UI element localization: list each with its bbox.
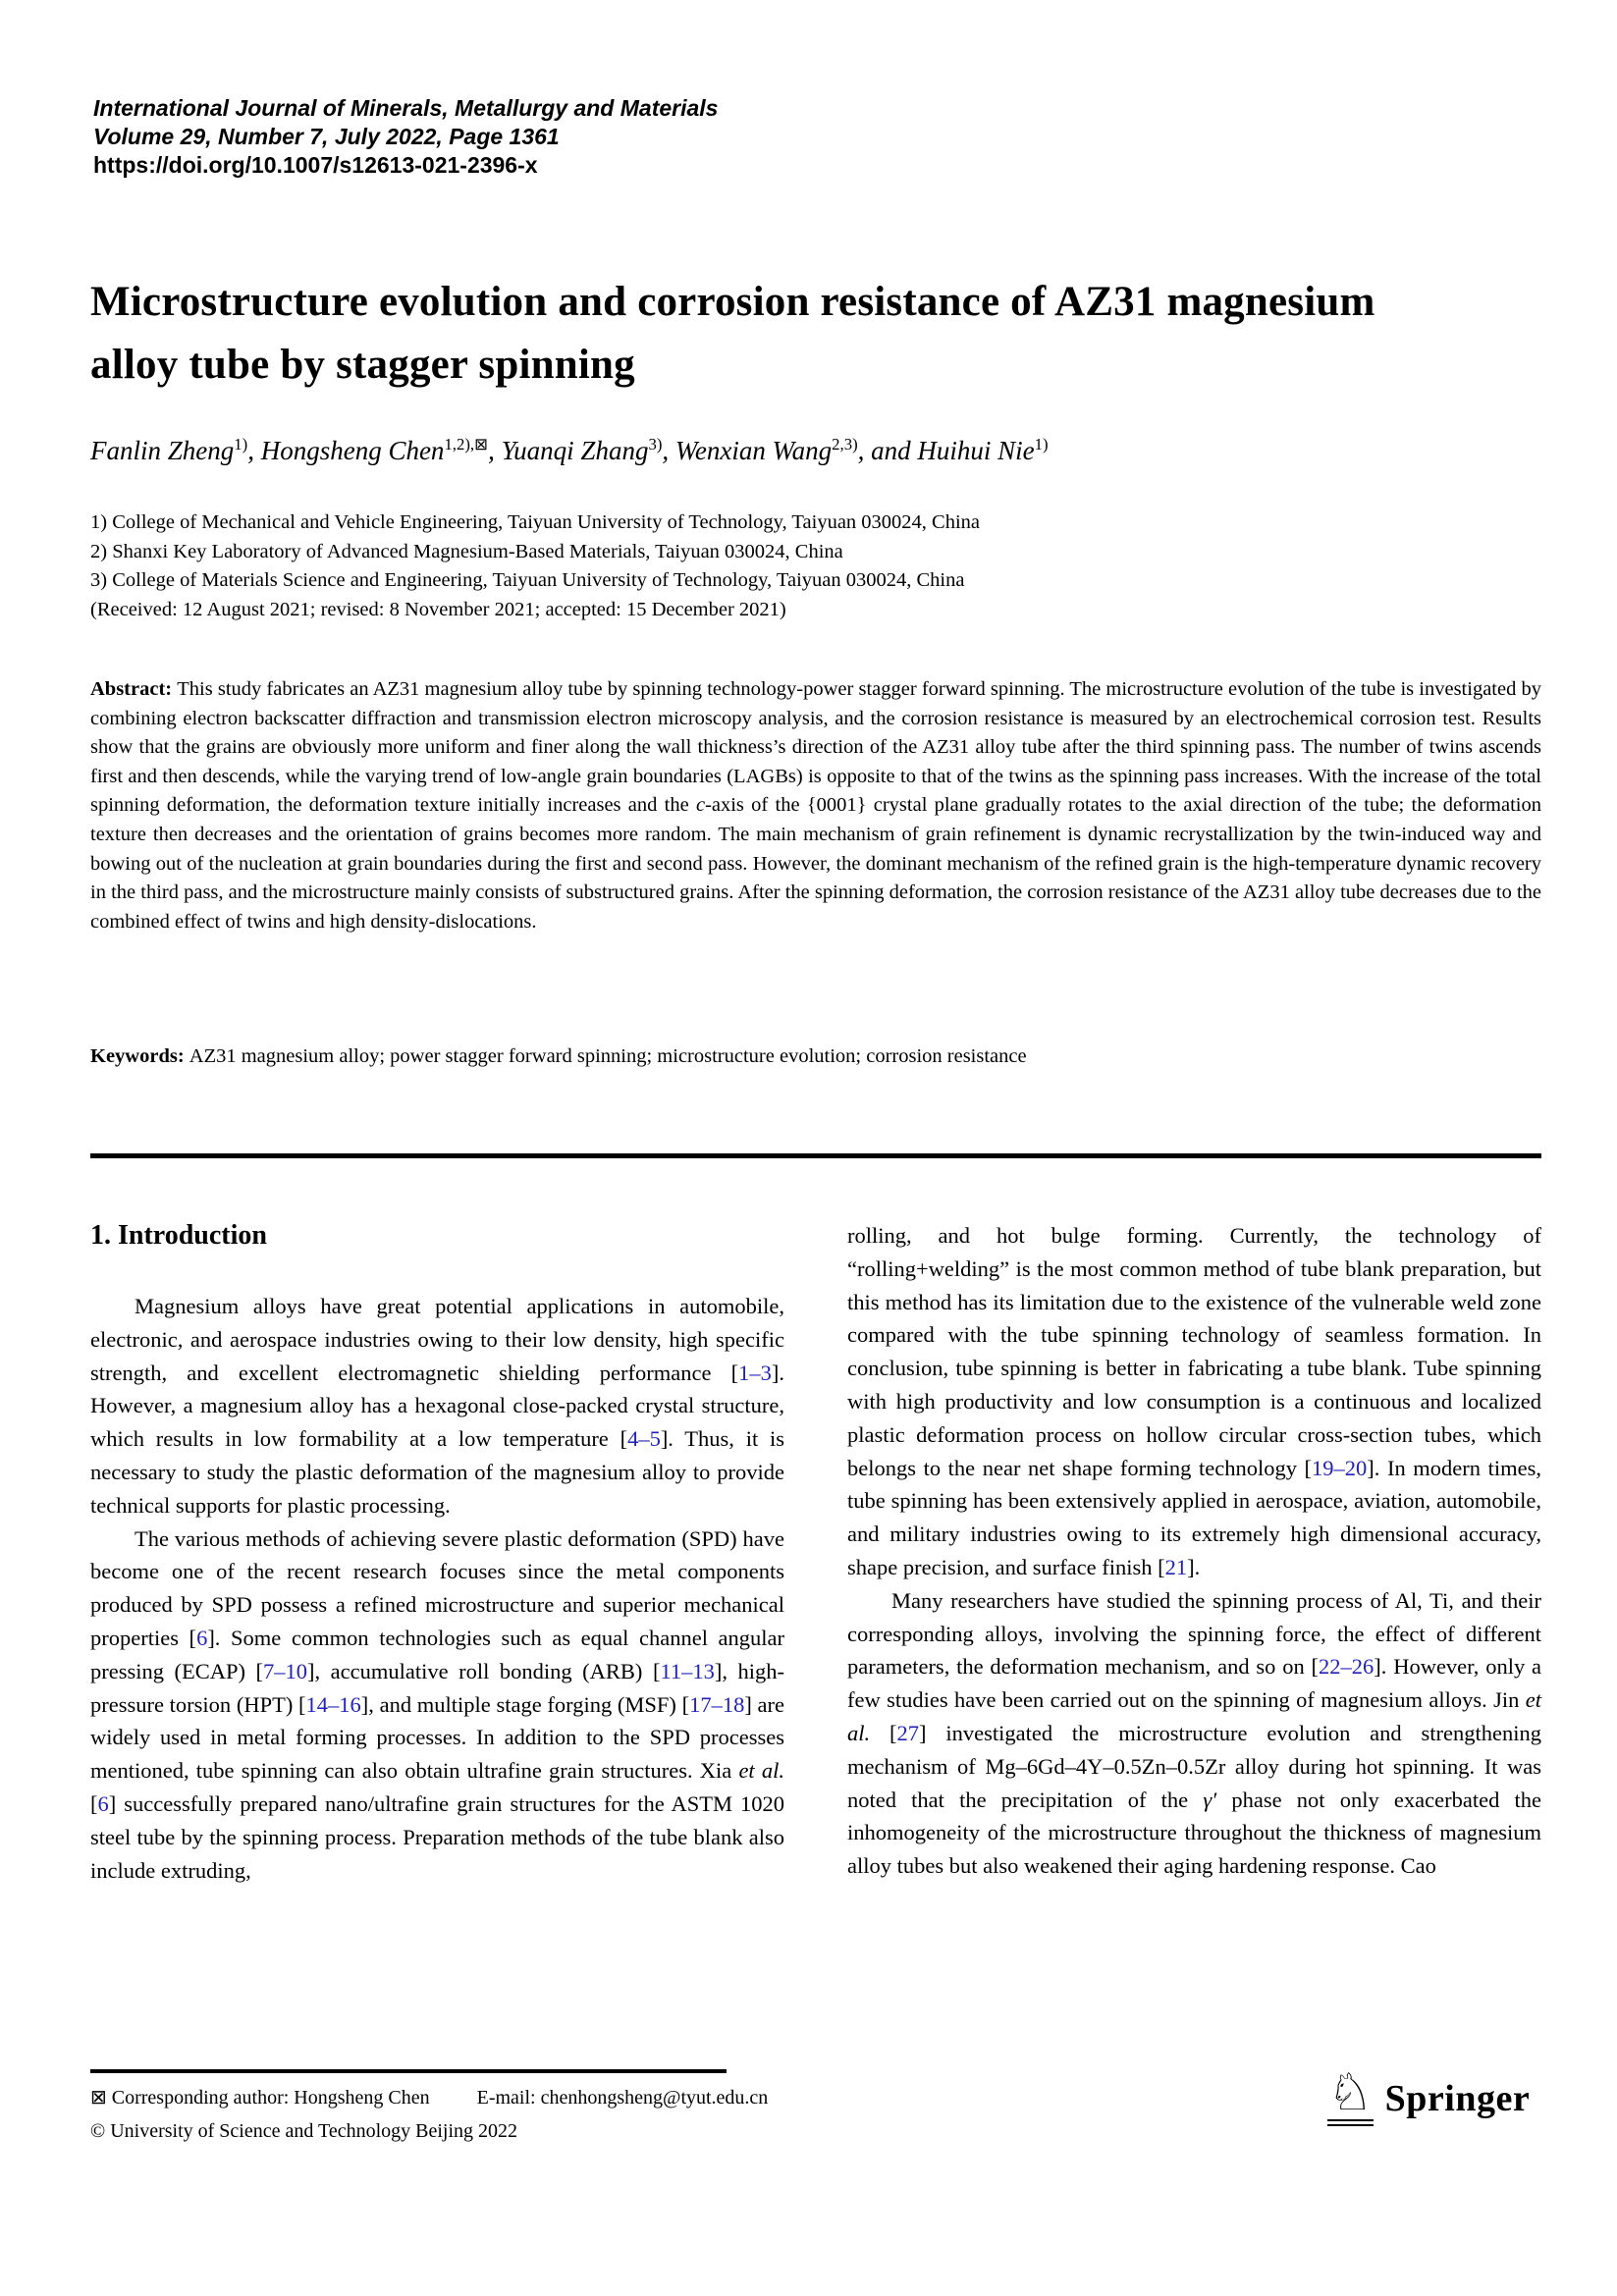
paragraph [847, 1584, 1541, 1883]
corresponding-author-line [90, 2081, 836, 2114]
received-dates: (Received: 12 August 2021; revised: 8 November 2021; accepted: 15 December 2021) [90, 598, 786, 620]
keywords-line [90, 1042, 1541, 1071]
text-segment: ], and multiple stage forging (MSF) [ [360, 1691, 690, 1717]
text-segment: et al. [738, 1758, 784, 1784]
text-segment: , Hongsheng Chen [247, 436, 445, 465]
article-title: Microstructure evolution and corrosion resistance of AZ31 magnesium alloy tube by stagger spinning [90, 279, 1375, 388]
left-column [90, 1219, 784, 1887]
affiliation-3: 3) College of Materials Science and Engineering, Taiyuan University of Technology, Taiyuan 030024, China [90, 569, 965, 591]
text-segment: ]. However, a magnesium alloy has a hexagonal close-packed crystal structure, which results in low formability at a low temperature [ [90, 1360, 784, 1452]
text-segment: 2,3) [832, 435, 858, 454]
publisher-logo [1327, 2065, 1531, 2126]
text-segment: phase not only exacerbated the inhomogeneity of the microstructure throughout the thickness of magnesium alloy tubes but also weakened their aging hardening response. Cao [847, 1787, 1542, 1879]
citation-link[interactable]: 6 [196, 1625, 208, 1650]
abstract-paragraph [90, 675, 1541, 936]
text-segment: 1,2),⊠ [444, 435, 489, 454]
two-column-body [90, 1219, 1541, 1887]
citation-link[interactable]: 7–10 [263, 1658, 308, 1683]
right-column [847, 1219, 1541, 1883]
text-segment: et al. [847, 1687, 1541, 1745]
corresponding-author-text: Corresponding author: Hongsheng Chen [106, 2087, 430, 2109]
text-segment: [ [90, 1790, 98, 1816]
text-segment: ] investigated the microstructure evolution and strengthening mechanism of Mg–6Gd–4Y–0.5Zn–0.5Zr alloy during hot spinning. It was noted that the precipitation of the [847, 1720, 1541, 1812]
publisher-name: Springer [1384, 2077, 1531, 2119]
text-segment: The various methods of achieving severe plastic deformation (SPD) have become one of the recent research focuses since the metal components produced by SPD possess a refined microstructure and superior mechanical properties [ [90, 1525, 784, 1650]
text-segment: 3) [648, 435, 663, 454]
text-segment: This study fabricates an AZ31 magnesium alloy tube by spinning technology-power stagger forward spinning. The microstructure evolution of the tube is investigated by combining electron backscatter diffraction and transmission electron microscopy analysis, and the corrosion resistance is measured by an electrochemical corrosion test. Results show that the grains are obviously more uniform and finer along the wall thickness’s direction of the AZ31 alloy tube after the third spinning pass. The number of twins ascends first and then descends, while the varying trend of low-angle grain boundaries (LAGBs) is opposite to that of the twins as the spinning pass increases. With the increase of the total spinning deformation, the deformation texture initially increases and the [90, 678, 1541, 817]
text-segment: 1) [234, 435, 248, 454]
text-segment: rolling, and hot bulge forming. Currently, the technology of “rolling+welding” is the most common method of tube blank preparation, but this method has its limitation due to the existence of the vulnerable weld zone compared with the tube spinning technology of seamless formation. In conclusion, tube spinning is better in fabricating a tube blank. Tube spinning with high productivity and low consumption is a continuous and localized plastic deformation process on hollow circular cross-section tubes, which belongs to the near net shape forming technology [ [847, 1223, 1541, 1480]
affiliation-1: 1) College of Mechanical and Vehicle Engineering, Taiyuan University of Technology, Taiyuan 030024, China [90, 511, 981, 533]
citation-link[interactable]: 14–16 [305, 1691, 361, 1717]
text-segment: Abstract: [90, 678, 178, 700]
doi-link[interactable]: https://doi.org/10.1007/s12613-021-2396-x [93, 152, 538, 178]
copyright-line: © University of Science and Technology Beijing 2022 [90, 2120, 518, 2142]
text-segment: ], high-pressure torsion (HPT) [ [90, 1658, 784, 1717]
text-segment: ]. [1187, 1554, 1201, 1579]
text-segment: ]. However, only a few studies have been carried out on the spinning of magnesium alloys. Jin [847, 1654, 1541, 1713]
citation-link[interactable]: 6 [97, 1790, 109, 1816]
text-segment: , Yuanqi Zhang [488, 436, 649, 465]
email-link[interactable]: E-mail: chenhongsheng@tyut.edu.cn [476, 2087, 769, 2109]
text-segment: , Wenxian Wang [662, 436, 833, 465]
citation-link[interactable]: 27 [896, 1720, 919, 1745]
footnote-rule [90, 2069, 727, 2073]
text-segment: Fanlin Zheng [90, 436, 235, 465]
journal-header [93, 94, 718, 180]
text-segment: AZ31 magnesium alloy; power stagger forward spinning; microstructure evolution; corrosion resistance [189, 1045, 1027, 1067]
citation-link[interactable]: 21 [1164, 1554, 1188, 1579]
text-segment: Magnesium alloys have great potential applications in automobile, electronic, and aerospace industries owing to their low density, high specific strength, and excellent electromagnetic shielding performance [ [90, 1294, 784, 1385]
section-divider-rule [90, 1153, 1541, 1158]
journal-volume-line: Volume 29, Number 7, July 2022, Page 1361 [93, 124, 560, 149]
footnote-block [90, 2081, 836, 2148]
text-segment: ]. Thus, it is necessary to study the plastic deformation of the magnesium alloy to provide technical supports for plastic processing. [90, 1426, 784, 1518]
envelope-icon: ⊠ [90, 2087, 107, 2109]
citation-link[interactable]: 1–3 [738, 1360, 772, 1385]
text-segment: , and Huihui Nie [857, 436, 1035, 465]
text-segment: ] successfully prepared nano/ultrafine grain structures for the ASTM 1020 steel tube by the spinning process. Preparation methods of the tube blank also include extruding, [90, 1790, 784, 1883]
paragraph [90, 1522, 784, 1888]
text-segment: [ [870, 1720, 897, 1745]
text-segment: Keywords: [90, 1045, 189, 1067]
affiliation-2: 2) Shanxi Key Laboratory of Advanced Magnesium-Based Materials, Taiyuan 030024, China [90, 540, 843, 562]
text-segment: c [695, 794, 706, 817]
text-segment: ]. In modern times, tube spinning has been extensively applied in aerospace, aviation, automobile, and military industries owing to its extremely high dimensional accuracy, shape precision, and surface finish [ [847, 1455, 1541, 1579]
intro-heading: 1. Introduction [90, 1220, 267, 1251]
text-segment: ] are widely used in metal forming processes. In addition to the SPD processes mentioned, tube spinning can also obtain ultrafine grain structures. Xia [90, 1691, 784, 1784]
springer-knight-icon: ♘ [1327, 2071, 1374, 2126]
text-segment: 1) [1034, 435, 1049, 454]
citation-link[interactable]: 19–20 [1312, 1455, 1368, 1480]
text-segment: ], accumulative roll bonding (ARB) [ [307, 1658, 661, 1683]
text-segment: γ′ [1203, 1787, 1217, 1812]
journal-name: International Journal of Minerals, Metallurgy and Materials [93, 95, 719, 121]
author-line [90, 436, 1534, 466]
paragraph [90, 1290, 784, 1522]
text-segment: ]. Some common technologies such as equal channel angular pressing (ECAP) [ [90, 1625, 784, 1683]
affiliations-block [90, 508, 1534, 624]
text-segment: -axis of the {0001} crystal plane gradually rotates to the axial direction of the tube; the deformation texture then decreases and the orientation of grains becomes more random. The main mechanism of grain refinement is dynamic recrystallization by the twin-induced way and bowing out of the nucleation at grain boundaries during the first and second pass. However, the dominant mechanism of the refined grain is the high-temperature dynamic recovery in the third pass, and the microstructure mainly consists of substructured grains. After the spinning deformation, the corrosion resistance of the AZ31 alloy tube decreases due to the combined effect of twins and high density-dislocations. [90, 794, 1541, 933]
text-segment: Many researchers have studied the spinning process of Al, Ti, and their corresponding alloys, involving the spinning force, the effect of different parameters, the deformation mechanism, and so on [ [847, 1587, 1541, 1680]
citation-link[interactable]: 11–13 [660, 1658, 715, 1683]
citation-link[interactable]: 4–5 [627, 1426, 661, 1452]
citation-link[interactable]: 17–18 [689, 1691, 745, 1717]
citation-link[interactable]: 22–26 [1319, 1654, 1374, 1680]
paragraph [847, 1219, 1541, 1584]
